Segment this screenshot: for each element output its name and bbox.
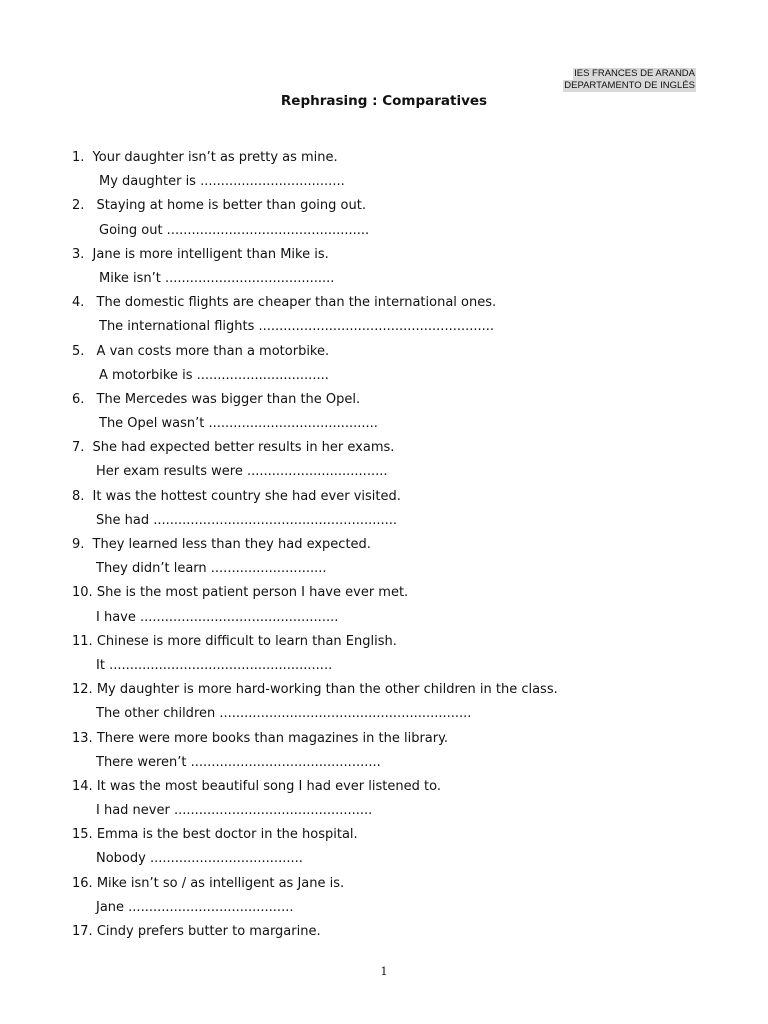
exercise-item xyxy=(72,727,712,775)
exercise-answer-prompt[interactable]: There weren’t .............................................. xyxy=(96,754,381,770)
exercise-number: 16. xyxy=(72,875,93,891)
exercise-item xyxy=(72,291,712,339)
exercise-number: 11. xyxy=(72,633,93,649)
exercise-question xyxy=(72,920,712,944)
exercise-question-text: She had expected better results in her exams. xyxy=(92,440,395,456)
exercise-question xyxy=(72,194,712,218)
exercise-answer-prompt[interactable]: The other children ............................................................. xyxy=(96,706,472,722)
exercise-number: 4. xyxy=(72,295,85,311)
exercise-question-text: Emma is the best doctor in the hospital. xyxy=(96,827,358,843)
exercise-number: 3. xyxy=(72,246,85,262)
exercise-question-text: Cindy prefers butter to margarine. xyxy=(96,924,321,939)
exercise-number: 17. xyxy=(72,924,93,939)
exercise-item xyxy=(72,485,712,533)
exercise-answer-prompt[interactable]: The international flights ......................................................... xyxy=(99,319,495,335)
exercise-item xyxy=(72,775,712,823)
exercise-number: 2. xyxy=(72,198,85,214)
exercise-question-text: My daughter is more hard-working than the other children in the class. xyxy=(96,682,558,698)
exercise-question xyxy=(72,775,712,799)
exercise-question xyxy=(72,243,712,267)
exercise-question xyxy=(72,630,712,654)
exercise-question xyxy=(72,823,712,847)
exercise-number: 9. xyxy=(72,537,85,552)
exercise-question xyxy=(72,485,712,509)
exercise-item xyxy=(72,243,712,291)
exercise-item xyxy=(72,533,712,581)
exercise-item xyxy=(72,194,712,242)
exercise-answer-prompt[interactable]: They didn’t learn ............................ xyxy=(96,561,327,577)
exercise-question-text: Your daughter isn’t as pretty as mine. xyxy=(92,150,338,165)
exercise-answer-prompt[interactable]: A motorbike is ................................ xyxy=(99,367,329,383)
exercise-question xyxy=(72,727,712,751)
exercise-number: 10. xyxy=(72,585,93,601)
exercise-number: 14. xyxy=(72,778,93,794)
exercise-number: 12. xyxy=(72,682,93,698)
exercise-number: 6. xyxy=(72,391,85,407)
exercise-question-text: There were more books than magazines in the library. xyxy=(96,730,449,746)
exercise-question-text: Mike isn’t so / as intelligent as Jane is. xyxy=(96,875,345,891)
exercise-question-text: The domestic flights are cheaper than the international ones. xyxy=(96,295,497,311)
exercise-question xyxy=(72,340,712,364)
exercise-answer-prompt[interactable]: Mike isn’t ......................................... xyxy=(99,270,335,286)
exercise-question xyxy=(72,388,712,412)
exercise-answer-prompt[interactable]: Her exam results were .................................. xyxy=(96,464,388,480)
exercise-answer-prompt[interactable]: Jane ........................................ xyxy=(96,899,294,915)
exercise-item xyxy=(72,340,712,388)
department-name: DEPARTAMENTO DE INGLÉS xyxy=(564,80,695,91)
exercise-question-text: A van costs more than a motorbike. xyxy=(96,343,330,359)
exercise-question-text: Jane is more intelligent than Mike is. xyxy=(92,246,329,262)
page-number: 1 xyxy=(380,965,388,978)
exercise-question xyxy=(72,678,712,702)
exercise-question-text: It was the hottest country she had ever visited. xyxy=(92,488,401,504)
exercise-question-text: They learned less than they had expected. xyxy=(92,537,371,552)
exercise-question-text: Staying at home is better than going out. xyxy=(96,198,366,214)
exercise-question xyxy=(72,436,712,460)
exercise-question xyxy=(72,146,712,170)
exercise-question xyxy=(72,533,712,557)
exercise-answer-prompt[interactable]: I had never ................................................ xyxy=(96,803,373,819)
exercise-question xyxy=(72,581,712,605)
exercise-answer-prompt[interactable]: I have ................................................ xyxy=(96,609,339,625)
exercise-number: 13. xyxy=(72,730,93,746)
exercise-number: 5. xyxy=(72,343,85,359)
exercise-item xyxy=(72,436,712,484)
exercise-question xyxy=(72,291,712,315)
exercise-number: 8. xyxy=(72,488,85,504)
exercise-item xyxy=(72,388,712,436)
exercise-number: 15. xyxy=(72,827,93,843)
exercise-item xyxy=(72,872,712,920)
exercise-question-text: She is the most patient person I have ever met. xyxy=(96,585,409,601)
exercise-answer-prompt[interactable]: The Opel wasn’t ......................................... xyxy=(99,416,378,432)
page-title: Rephrasing : Comparatives xyxy=(280,93,488,109)
exercise-item xyxy=(72,146,712,194)
exercise-answer-prompt[interactable]: My daughter is ................................... xyxy=(99,174,345,190)
exercise-question xyxy=(72,872,712,896)
exercise-answer-prompt[interactable]: She had ........................................................... xyxy=(96,512,398,528)
exercise-item xyxy=(72,678,712,726)
exercise-item xyxy=(72,823,712,871)
exercise-number: 7. xyxy=(72,440,85,456)
exercise-answer-prompt[interactable]: It ...................................................... xyxy=(96,657,333,673)
exercise-item xyxy=(72,581,712,629)
exercise-answer-prompt[interactable]: Going out ................................................. xyxy=(99,222,370,238)
school-header xyxy=(563,68,696,92)
exercise-number: 1. xyxy=(72,150,85,165)
exercise-answer-prompt[interactable]: Nobody ..................................... xyxy=(96,851,303,867)
exercise-item xyxy=(72,630,712,678)
school-name: IES FRANCES DE ARANDA xyxy=(574,68,695,79)
exercise-question-text: The Mercedes was bigger than the Opel. xyxy=(96,391,361,407)
exercise-list xyxy=(72,146,712,944)
exercise-question-text: It was the most beautiful song I had ever listened to. xyxy=(96,778,441,794)
exercise-question-text: Chinese is more difficult to learn than English. xyxy=(96,633,397,649)
exercise-item xyxy=(72,920,712,944)
